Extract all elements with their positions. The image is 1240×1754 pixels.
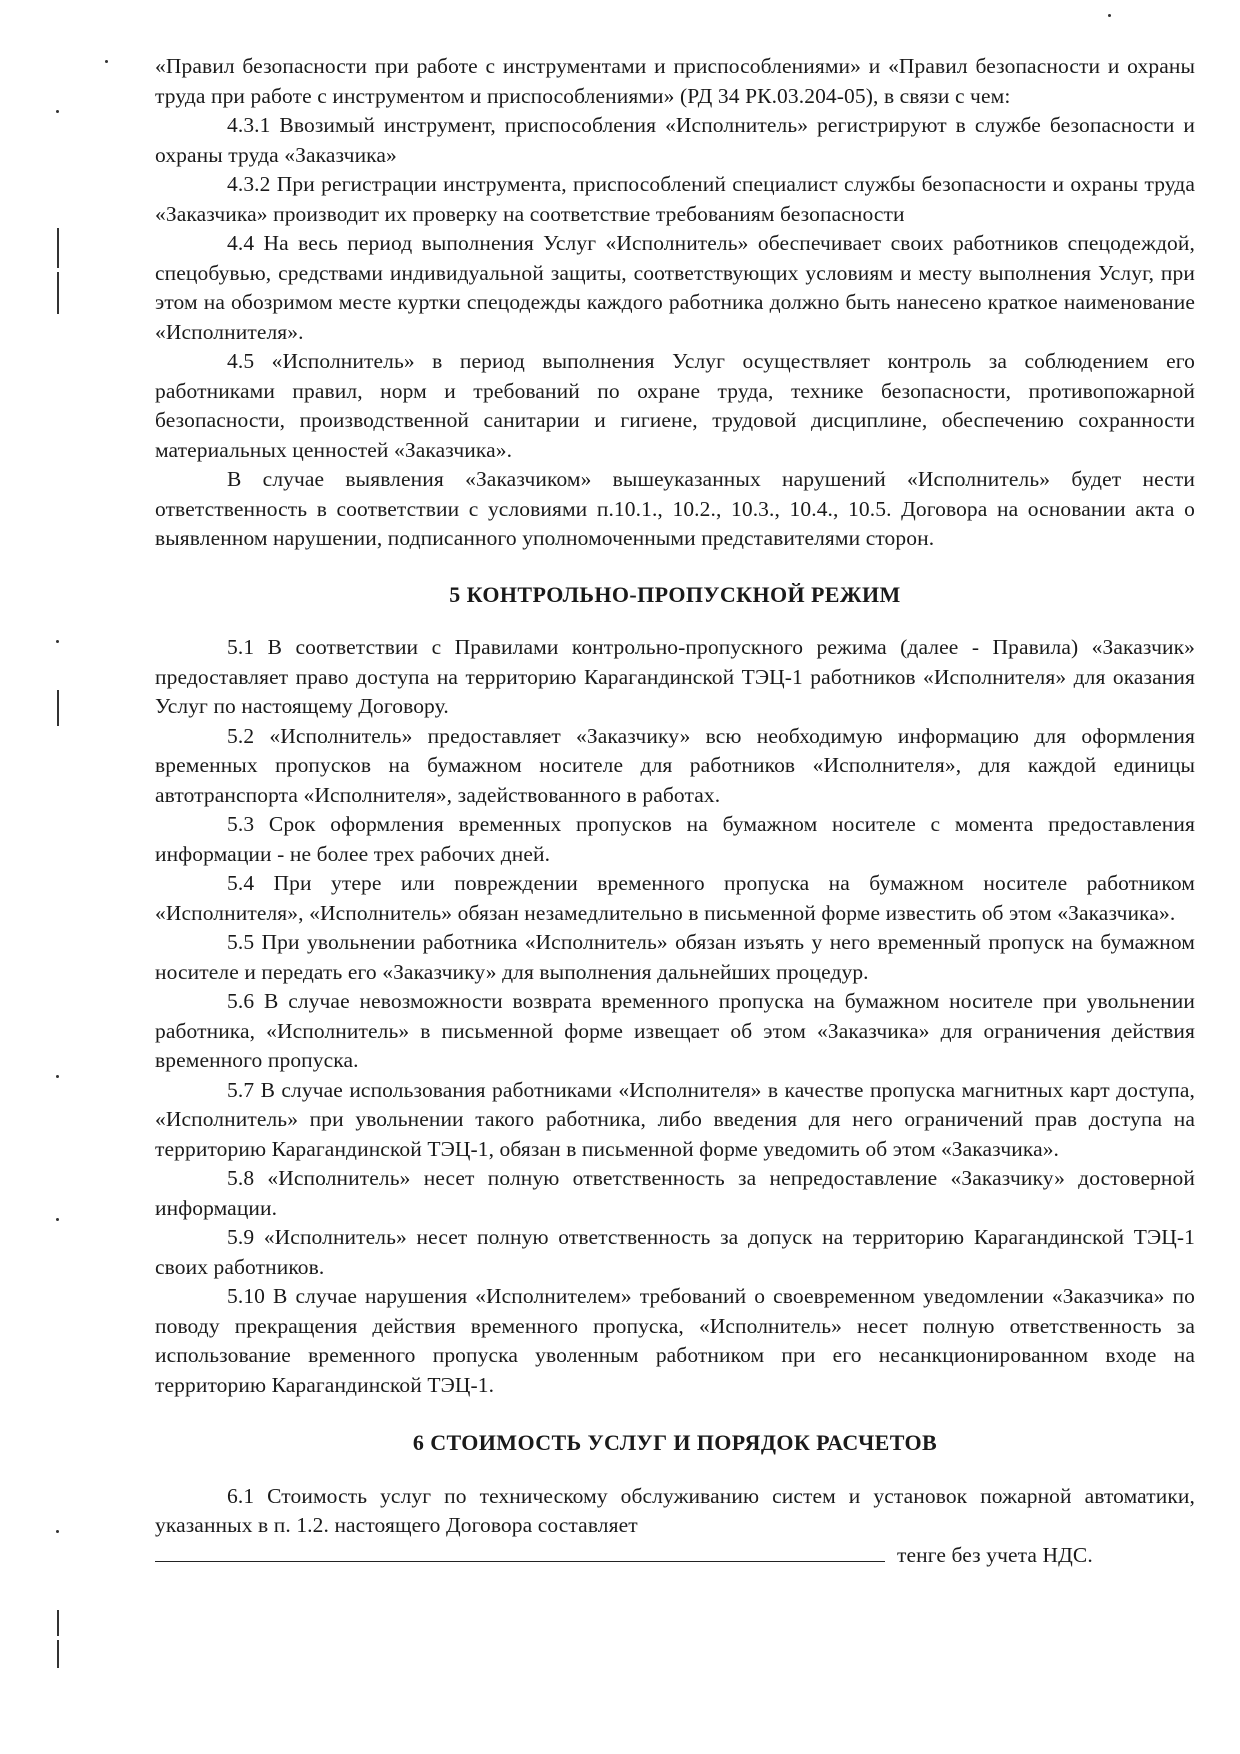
paragraph-5-9: 5.9 «Исполнитель» несет полную ответственность за допуск на территорию Карагандинской ТЭЦ-1 своих работников. xyxy=(155,1225,1195,1279)
paragraph-5-10: 5.10 В случае нарушения «Исполнителем» требований о своевременном уведомлении «Заказчика» по поводу прекращения действия временного пропуска, «Исполнитель» несет полную ответственность за использование временного пропуска уволенным работником при его несанкционированном входе на территорию Карагандинской ТЭЦ-1. xyxy=(155,1284,1195,1397)
scan-dot xyxy=(56,1218,59,1221)
paragraph-5-2: 5.2 «Исполнитель» предоставляет «Заказчику» всю необходимую информацию для оформления временных пропусков на бумажном носителе для работников «Исполнителя», для каждой единицы автотранспорта «Исполнителя», задействованного в работах. xyxy=(155,723,1195,807)
paragraph-5-7: 5.7 В случае использования работниками «Исполнителя» в качестве пропуска магнитных карт доступа, «Исполнитель» при увольнении такого работника, либо введения для него ограничений прав доступа на территорию Карагандинской ТЭЦ-1, обязан в письменной форме уведомить об этом «Заказчика». xyxy=(155,1077,1195,1161)
paragraph-5-5: 5.5 При увольнении работника «Исполнитель» обязан изъять у него временный пропуск на бумажном носителе и передать его «Заказчику» для выполнения дальнейших процедур. xyxy=(155,930,1195,984)
scan-dot xyxy=(56,1075,59,1078)
scan-dot xyxy=(105,60,108,63)
price-currency-text: тенге без учета НДС. xyxy=(897,1542,1093,1567)
scan-dot xyxy=(56,1530,59,1533)
scan-mark xyxy=(57,690,59,726)
paragraph-4-5: 4.5 «Исполнитель» в период выполнения Услуг осуществляет контроль за соблюдением его работниками правил, норм и требований по охране труда, технике безопасности, противопожарной безопасности, производственной санитарии и гигиене, трудовой дисциплине, обеспечению сохранности материальных ценностей «Заказчика». xyxy=(155,349,1195,462)
section-6-heading: 6 СТОИМОСТЬ УСЛУГ И ПОРЯДОК РАСЧЕТОВ xyxy=(412,1430,938,1455)
paragraph-5-3: 5.3 Срок оформления временных пропусков на бумажном носителе с момента предоставления информации - не более трех рабочих дней. xyxy=(155,812,1195,866)
price-line xyxy=(155,1541,1195,1571)
scan-mark xyxy=(57,228,59,268)
scan-dot xyxy=(56,640,59,643)
section-5-heading: 5 КОНТРОЛЬНО-ПРОПУСКНОЙ РЕЖИМ xyxy=(449,581,901,607)
paragraph-5-8: 5.8 «Исполнитель» несет полную ответственность за непредоставление «Заказчику» достоверной информации. xyxy=(155,1166,1195,1220)
paragraph-6-1: 6.1 Стоимость услуг по техническому обслуживанию систем и установок пожарной автоматики, указанных в п. 1.2. настоящего Договора составляет xyxy=(155,1483,1195,1537)
scan-mark xyxy=(57,272,59,314)
paragraph-4-4: 4.4 На весь период выполнения Услуг «Исполнитель» обеспечивает своих работников спецодеждой, спецобувью, средствами индивидуальной защиты, соответствующих условиям и месту выполнения Услуг, при этом на обозримом месте куртки спецодежды каждого работника должно быть нанесено краткое наименование «Исполнителя». xyxy=(155,231,1195,344)
paragraph-4-3-1: 4.3.1 Ввозимый инструмент, приспособления «Исполнитель» регистрируют в службе безопасности и охраны труда «Заказчика» xyxy=(155,113,1195,167)
scan-dot xyxy=(56,110,59,113)
paragraph-5-4: 5.4 При утере или повреждении временного пропуска на бумажном носителе работником «Исполнителя», «Исполнитель» обязан незамедлительно в письменной форме известить об этом «Заказчика». xyxy=(155,871,1195,925)
paragraph-5-1: 5.1 В соответствии с Правилами контрольно-пропускного режима (далее - Правила) «Заказчик» предоставляет право доступа на территорию Карагандинской ТЭЦ-1 работников «Исполнителя» для оказания Услуг по настоящему Договору. xyxy=(155,635,1195,718)
price-blank-field xyxy=(155,1541,885,1562)
paragraph-rules-continuation: «Правил безопасности при работе с инструментами и приспособлениями» и «Правил безопасности и охраны труда при работе с инструментом и приспособлениями» (РД 34 РК.03.204-05), в связи с чем: xyxy=(155,54,1195,108)
paragraph-violations: В случае выявления «Заказчиком» вышеуказанных нарушений «Исполнитель» будет нести ответственность в соответствии с условиями п.10.1., 10.2., 10.3., 10.4., 10.5. Договора на основании акта о выявленном нарушении, подписанного уполномоченными представителями сторон. xyxy=(155,467,1195,550)
scan-dot xyxy=(1108,14,1111,17)
document-page xyxy=(155,52,1195,1570)
paragraph-4-3-2: 4.3.2 При регистрации инструмента, приспособлений специалист службы безопасности и охраны труда «Заказчика» производит их проверку на соответствие требованиям безопасности xyxy=(155,172,1195,226)
scan-mark xyxy=(57,1640,59,1668)
paragraph-5-6: 5.6 В случае невозможности возврата временного пропуска на бумажном носителе при увольнении работника, «Исполнитель» в письменной форме извещает об этом «Заказчика» для ограничения действия временного пропуска. xyxy=(155,989,1195,1072)
scan-mark xyxy=(57,1610,59,1636)
